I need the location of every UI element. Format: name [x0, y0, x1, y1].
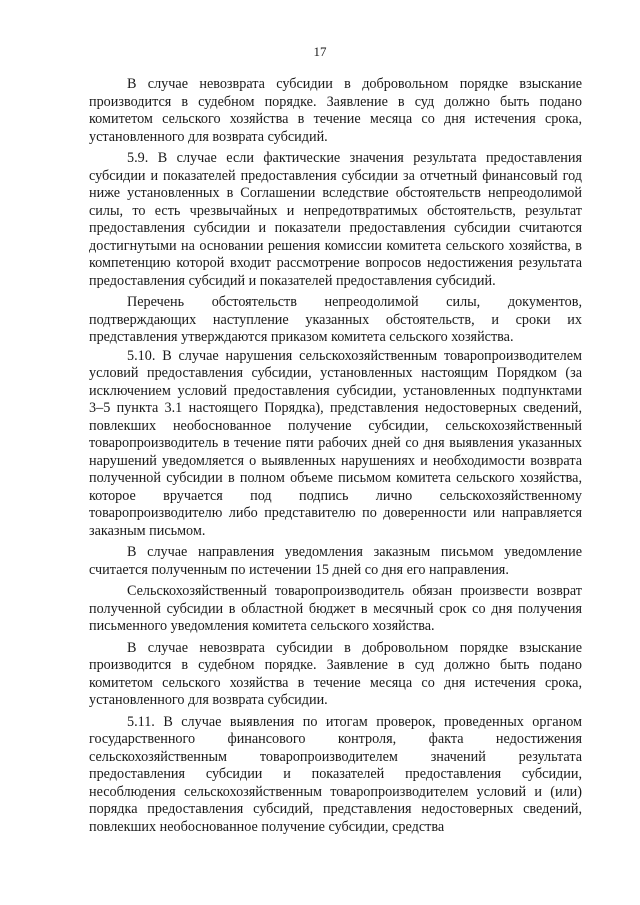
paragraph-5-10: 5.10. В случае нарушения сельскохозяйственным товаропроизводителем условий предоставления субсидии, установленных настоящим Порядком (за исключением условий предоставления субсидии, установленных подпунктами 3–5 пункта 3.1 настоящего Порядка), представления недостоверных сведений, повлекших необоснованное получение субсидии, сельскохозяйственный товаропроизводитель в течение пяти рабочих дней со дня выявления указанных нарушений уведомляется о выявленных нарушениях и необходимости возврата полученной субсидии в полном объеме письмом комитета сельского хозяйства, которое вручается под подпись лично сельскохозяйственному товаропроизводителю либо представителю по доверенности или направляется заказным письмом.: [89, 347, 582, 539]
paragraph-refund-obligation: Сельскохозяйственный товаропроизводитель обязан произвести возврат полученной субсидии в областной бюджет в месячный срок со дня получения письменного уведомления комитета сельского хозяйства.: [89, 583, 582, 634]
document-body: [89, 76, 582, 836]
paragraph-5-9: 5.9. В случае если фактические значения результата предоставления субсидии и показателей предоставления субсидии за отчетный финансовый год ниже установленных в Соглашении вследствие обстоятельств непреодолимой силы, то есть чрезвычайных и непредотвратимых обстоятельств, результат предоставления субсидии и показатели предоставления субсидии считаются достигнутыми на основании решения комиссии комитета сельского хозяйства, в компетенцию которой входит рассмотрение вопросов недостижения результата предоставления субсидий и показателей предоставления субсидий.: [89, 150, 582, 289]
paragraph-5-11: 5.11. В случае выявления по итогам проверок, проведенных органом государственного финансового контроля, факта недостижения сельскохозяйственным товаропроизводителем значений результата предоставления субсидии и показателей предоставления субсидии, несоблюдения сельскохозяйственным товаропроизводителем условий и (или) порядка предоставления субсидий, представления недостоверных сведений, повлекших необоснованное получение субсидии, средства: [89, 713, 582, 835]
paragraph-registered-letter: В случае направления уведомления заказным письмом уведомление считается полученным по истечении 15 дней со дня его направления.: [89, 544, 582, 578]
paragraph-force-majeure-list: Перечень обстоятельств непреодолимой силы, документов, подтверждающих наступление указанных обстоятельств, и сроки их представления утверждаются приказом комитета сельского хозяйства.: [89, 294, 582, 345]
page-number: 17: [313, 44, 327, 59]
paragraph-refund-court-2: В случае невозврата субсидии в добровольном порядке взыскание производится в судебном порядке. Заявление в суд должно быть подано комитетом сельского хозяйства в течение месяца со дня истечения срока, установленного для возврата субсидии.: [89, 639, 582, 708]
paragraph-refund-court-1: В случае невозврата субсидии в добровольном порядке взыскание производится в судебном порядке. Заявление в суд должно быть подано комитетом сельского хозяйства в течение месяца со дня истечения срока, установленного для возврата субсидий.: [89, 76, 582, 145]
